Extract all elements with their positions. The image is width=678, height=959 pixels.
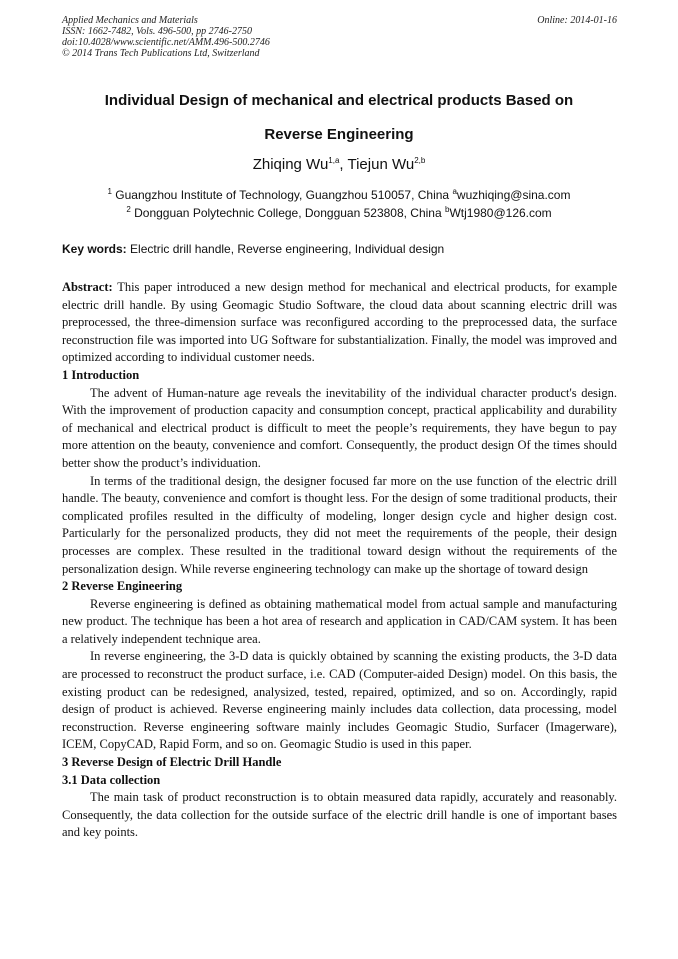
author-2-sup: 2,b <box>414 156 426 165</box>
keywords-label: Key words: <box>62 242 127 256</box>
keywords-text: Electric drill handle, Reverse engineering, Individual design <box>126 242 445 256</box>
author-1-sup: 1,a <box>328 156 340 165</box>
doi-line: doi:10.4028/www.scientific.net/AMM.496-500.2746 <box>62 37 270 48</box>
paper-body <box>62 279 617 842</box>
affiliation-1-email-sup: a <box>452 187 457 196</box>
section-2-paragraph-2: In reverse engineering, the 3-D data is quickly obtained by scanning the existing products, the 3-D data are processed to reconstruct the product surface, i.e. CAD (Computer-aided Design) model. On this basis, the existing product can be redesigned, analysized, tested, repaired, optimized, and so on. Accordingly, rapid design of product is achieved. Reverse engineering mainly includes data collection, data processing, model reconstruction. Reverse engineering software mainly includes Geomagic Studio, Surfacer (Imagerware), ICEM, CopyCAD, Rapid Form, and so on. Geomagic Studio is used in this paper. <box>62 649 617 752</box>
affiliation-1 <box>40 188 638 203</box>
affiliation-1-text: Guangzhou Institute of Technology, Guangzhou 510057, China <box>111 188 453 202</box>
section-3-1-paragraph-1: The main task of product reconstruction is to obtain measured data rapidly, accurately and reasonably. Consequently, the data collection for the outside surface of the electric drill handle is one of important bases and key points. <box>62 790 617 840</box>
affiliation-2-email-sup: b <box>445 205 450 214</box>
section-1-paragraph-1: The advent of Human-nature age reveals the inevitability of the individual character product's design. With the improvement of production capacity and consumption concept, practical applicability and durability of mechanical and electrical product is difficult to meet the people’s requirements, they have begun to pay more attention on the beauty, convenience and comfort. Consequently, the product design Of the times should better show the product’s individuation. <box>62 385 617 470</box>
section-1-heading: 1 Introduction <box>62 367 140 382</box>
affiliation-2-number: 2 <box>126 205 131 214</box>
online-date: Online: 2014-01-16 <box>537 15 617 26</box>
author-separator: , <box>339 156 348 173</box>
abstract-text: This paper introduced a new design method for mechanical and electrical products, for example electric drill handle. By using Geomagic Studio Software, the cloud data about scanning electric drill was preprocessed, the three-dimension surface was reconfigured according to the preprocessed data, the surface reconstruction file was imported into UG Software for substantialization. Finally, the model was improved and optimized according to individual customer needs. <box>62 280 617 365</box>
author-1-name: Zhiqing Wu <box>252 156 329 173</box>
affiliation-1-email: wuzhiqing@sina.com <box>456 188 571 202</box>
affiliation-2-email: Wtj1980@126.com <box>449 206 552 220</box>
affiliation-2-text: Dongguan Polytechnic College, Dongguan 523808, China <box>130 206 445 220</box>
keywords <box>62 242 617 257</box>
abstract <box>62 279 617 367</box>
journal-name: Applied Mechanics and Materials <box>62 15 198 26</box>
issn-line: ISSN: 1662-7482, Vols. 496-500, pp 2746-2750 <box>62 26 252 37</box>
paper-title-line-1: Individual Design of mechanical and electrical products Based on <box>104 92 574 109</box>
section-1-paragraph-2: In terms of the traditional design, the designer focused far more on the use function of the electric drill handle. The beauty, convenience and comfort is thought less. For the design of some traditional products, their complicated profiles resulted in the difficulty of modeling, longer design cycle and higher design cost. Particularly for the personalized products, they did not meet the requirements of the people, their design processes are complex. These resulted in the traditional toward design without the requirements of the personalization design. While reverse engineering technology can make up the shortage of toward design <box>62 473 617 576</box>
journal-header <box>62 15 617 59</box>
abstract-label: Abstract: <box>62 280 113 294</box>
affiliation-2 <box>40 206 638 221</box>
copyright-line: © 2014 Trans Tech Publications Ltd, Switzerland <box>62 48 260 59</box>
paper-title-line-2: Reverse Engineering <box>264 126 414 143</box>
section-2-paragraph-1: Reverse engineering is defined as obtaining mathematical model from actual sample and manufacturing new product. The technique has been a hot area of research and application in CAD/CAM system. It has been a relatively independent technique area. <box>62 596 617 646</box>
author-line <box>40 156 638 174</box>
affiliation-1-number: 1 <box>107 187 112 196</box>
author-2-name: Tiejun Wu <box>347 156 415 173</box>
section-2-heading: 2 Reverse Engineering <box>62 579 183 594</box>
section-3-heading: 3 Reverse Design of Electric Drill Handle <box>62 755 282 770</box>
section-3-1-heading: 3.1 Data collection <box>62 772 161 787</box>
